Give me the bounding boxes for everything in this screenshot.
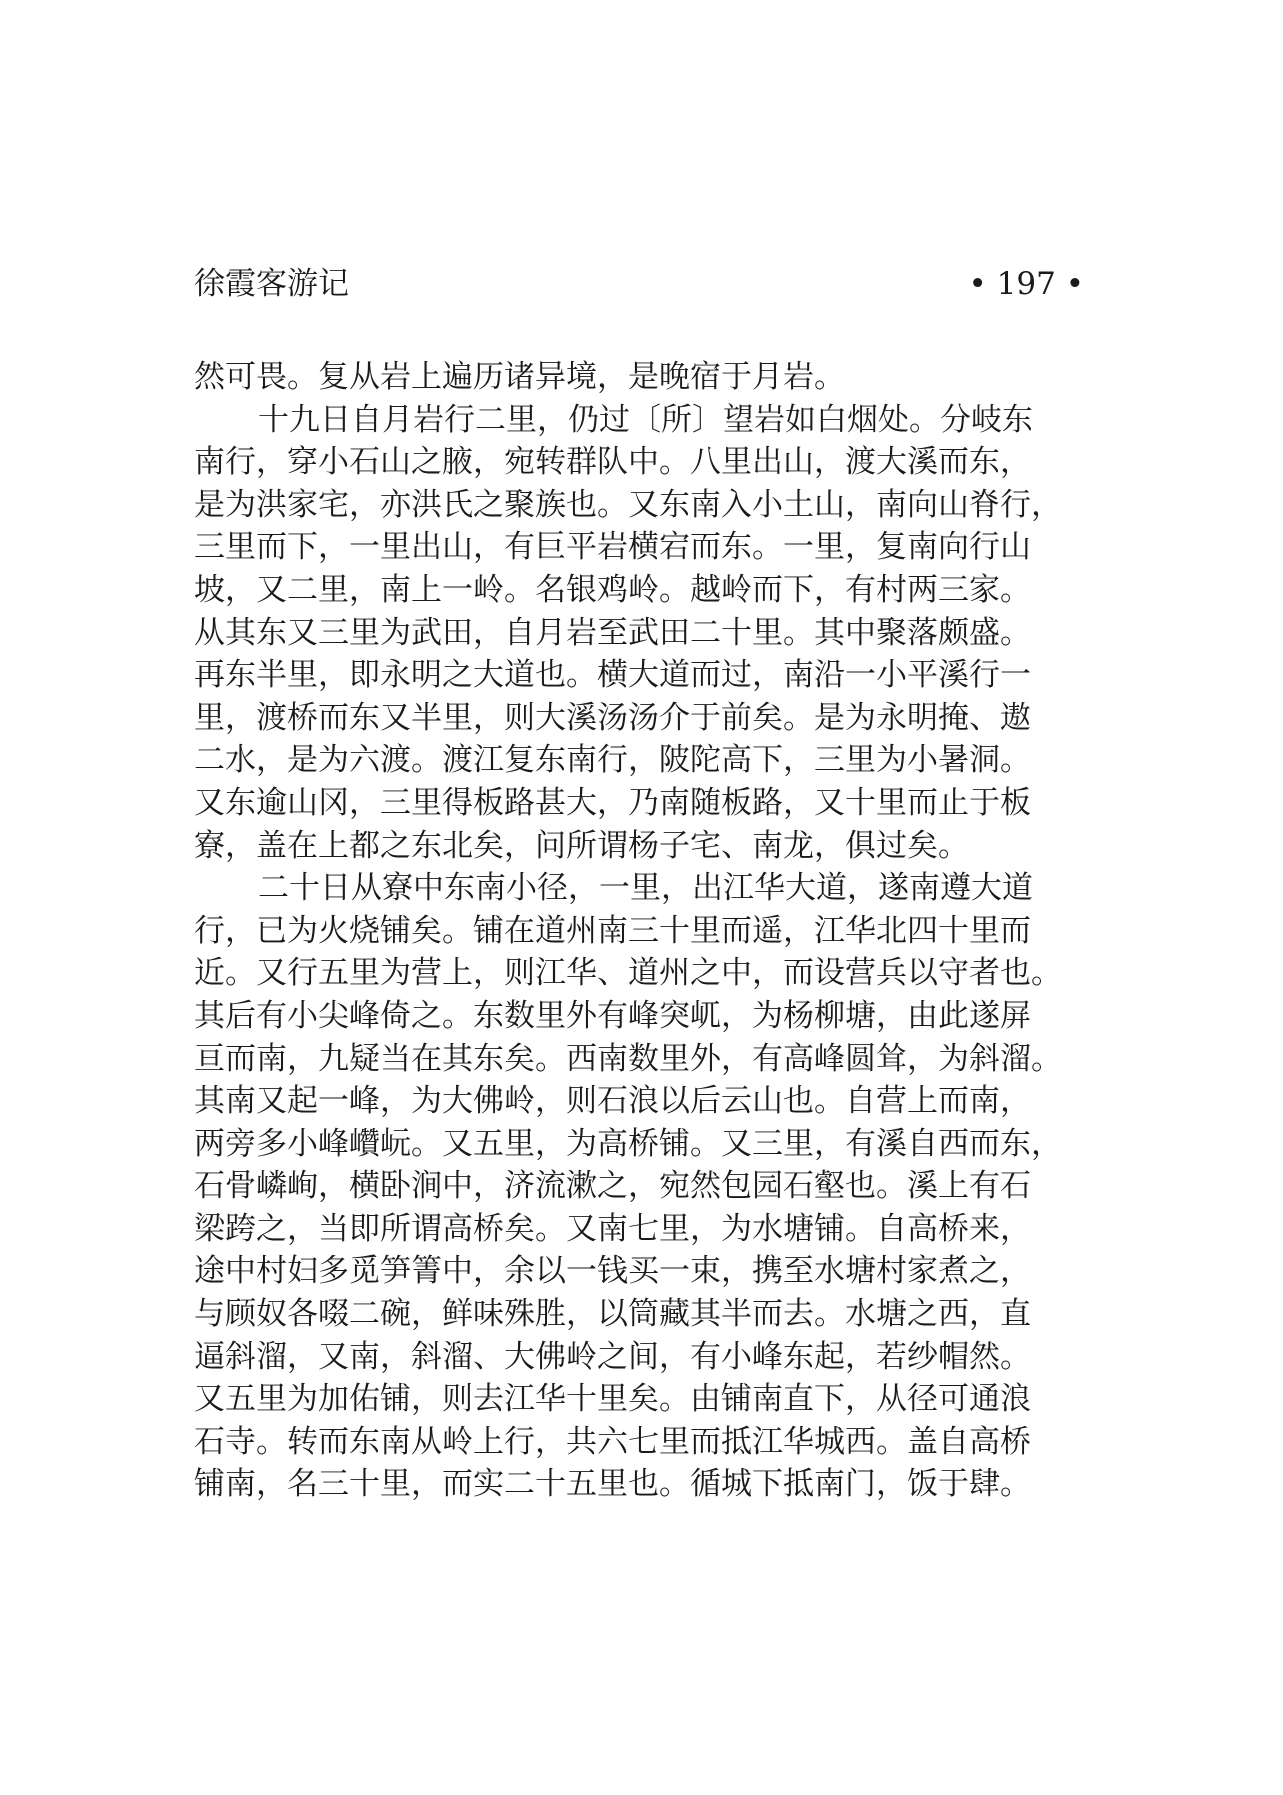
text-line: 途中村妇多觅笋箐中，余以一钱买一束，携至水塘村家煮之， (194, 1253, 1031, 1290)
text-line: 两旁多小峰巑岏。又五里，为高桥铺。又三里，有溪自西而东， (194, 1125, 1062, 1162)
text-line: 再东半里，即永明之大道也。横大道而过，南沿一小平溪行一 (194, 657, 1031, 694)
text-line: 又东逾山冈，三里得板路甚大，乃南随板路，又十里而止于板 (194, 784, 1031, 821)
text-line: 坡，又二里，南上一岭。名银鸡岭。越岭而下，有村两三家。 (194, 571, 1031, 608)
text-line: 近。又行五里为营上，则江华、道州之中，而设营兵以守者也。 (194, 955, 1062, 992)
text-line: 二水，是为六渡。渡江复东南行，陂陀高下，三里为小暑洞。 (194, 742, 1031, 779)
text-line: 铺南，名三十里，而实二十五里也。循城下抵南门，饭于肆。 (194, 1466, 1031, 1503)
text-line: 其后有小尖峰倚之。东数里外有峰突屼，为杨柳塘，由此遂屏 (194, 997, 1031, 1034)
text-line: 是为洪家宅，亦洪氏之聚族也。又东南入小土山，南向山脊行， (194, 486, 1062, 523)
running-head (194, 262, 1084, 306)
text-line: 又五里为加佑铺，则去江华十里矣。由铺南直下，从径可通浪 (194, 1381, 1031, 1418)
text-line: 寮，盖在上都之东北矣，问所谓杨子宅、南龙，俱过矣。 (194, 827, 969, 864)
text-line: 石骨嶙峋，横卧涧中，济流漱之，宛然包园石壑也。溪上有石 (194, 1168, 1031, 1205)
text-line: 十九日自月岩行二里，仍过〔所〕望岩如白烟处。分岐东 (258, 401, 1033, 438)
text-line: 三里而下，一里出山，有巨平岩横宕而东。一里，复南向行山 (194, 529, 1031, 566)
body-text (194, 356, 1084, 1506)
text-line: 然可畏。复从岩上遍历诸异境，是晚宿于月岩。 (194, 359, 845, 395)
text-line: 从其东又三里为武田，自月岩至武田二十里。其中聚落颇盛。 (194, 614, 1031, 651)
text-line: 亘而南，九疑当在其东矣。西南数里外，有高峰圆耸，为斜溜。 (194, 1040, 1062, 1077)
text-line: 里，渡桥而东又半里，则大溪汤汤介于前矣。是为永明掩、遨 (194, 699, 1031, 736)
page-number: • 197 • (968, 266, 1084, 302)
text-line: 南行，穿小石山之腋，宛转群队中。八里出山，渡大溪而东， (194, 444, 1031, 481)
text-line: 石寺。转而东南从岭上行，共六七里而抵江华城西。盖自高桥 (194, 1423, 1031, 1460)
text-line: 其南又起一峰，为大佛岭，则石浪以后云山也。自营上而南， (194, 1083, 1031, 1120)
text-line: 与顾奴各啜二碗，鲜味殊胜，以筒藏其半而去。水塘之西，直 (194, 1296, 1031, 1333)
book-title: 徐霞客游记 (194, 266, 349, 302)
text-line: 逼斜溜，又南，斜溜、大佛岭之间，有小峰东起，若纱帽然。 (194, 1338, 1031, 1375)
text-line: 二十日从寮中东南小径，一里，出江华大道，遂南遵大道 (258, 870, 1033, 907)
text-line: 梁跨之，当即所谓高桥矣。又南七里，为水塘铺。自高桥来， (194, 1210, 1031, 1247)
text-line: 行，已为火烧铺矣。铺在道州南三十里而遥，江华北四十里而 (194, 912, 1031, 949)
